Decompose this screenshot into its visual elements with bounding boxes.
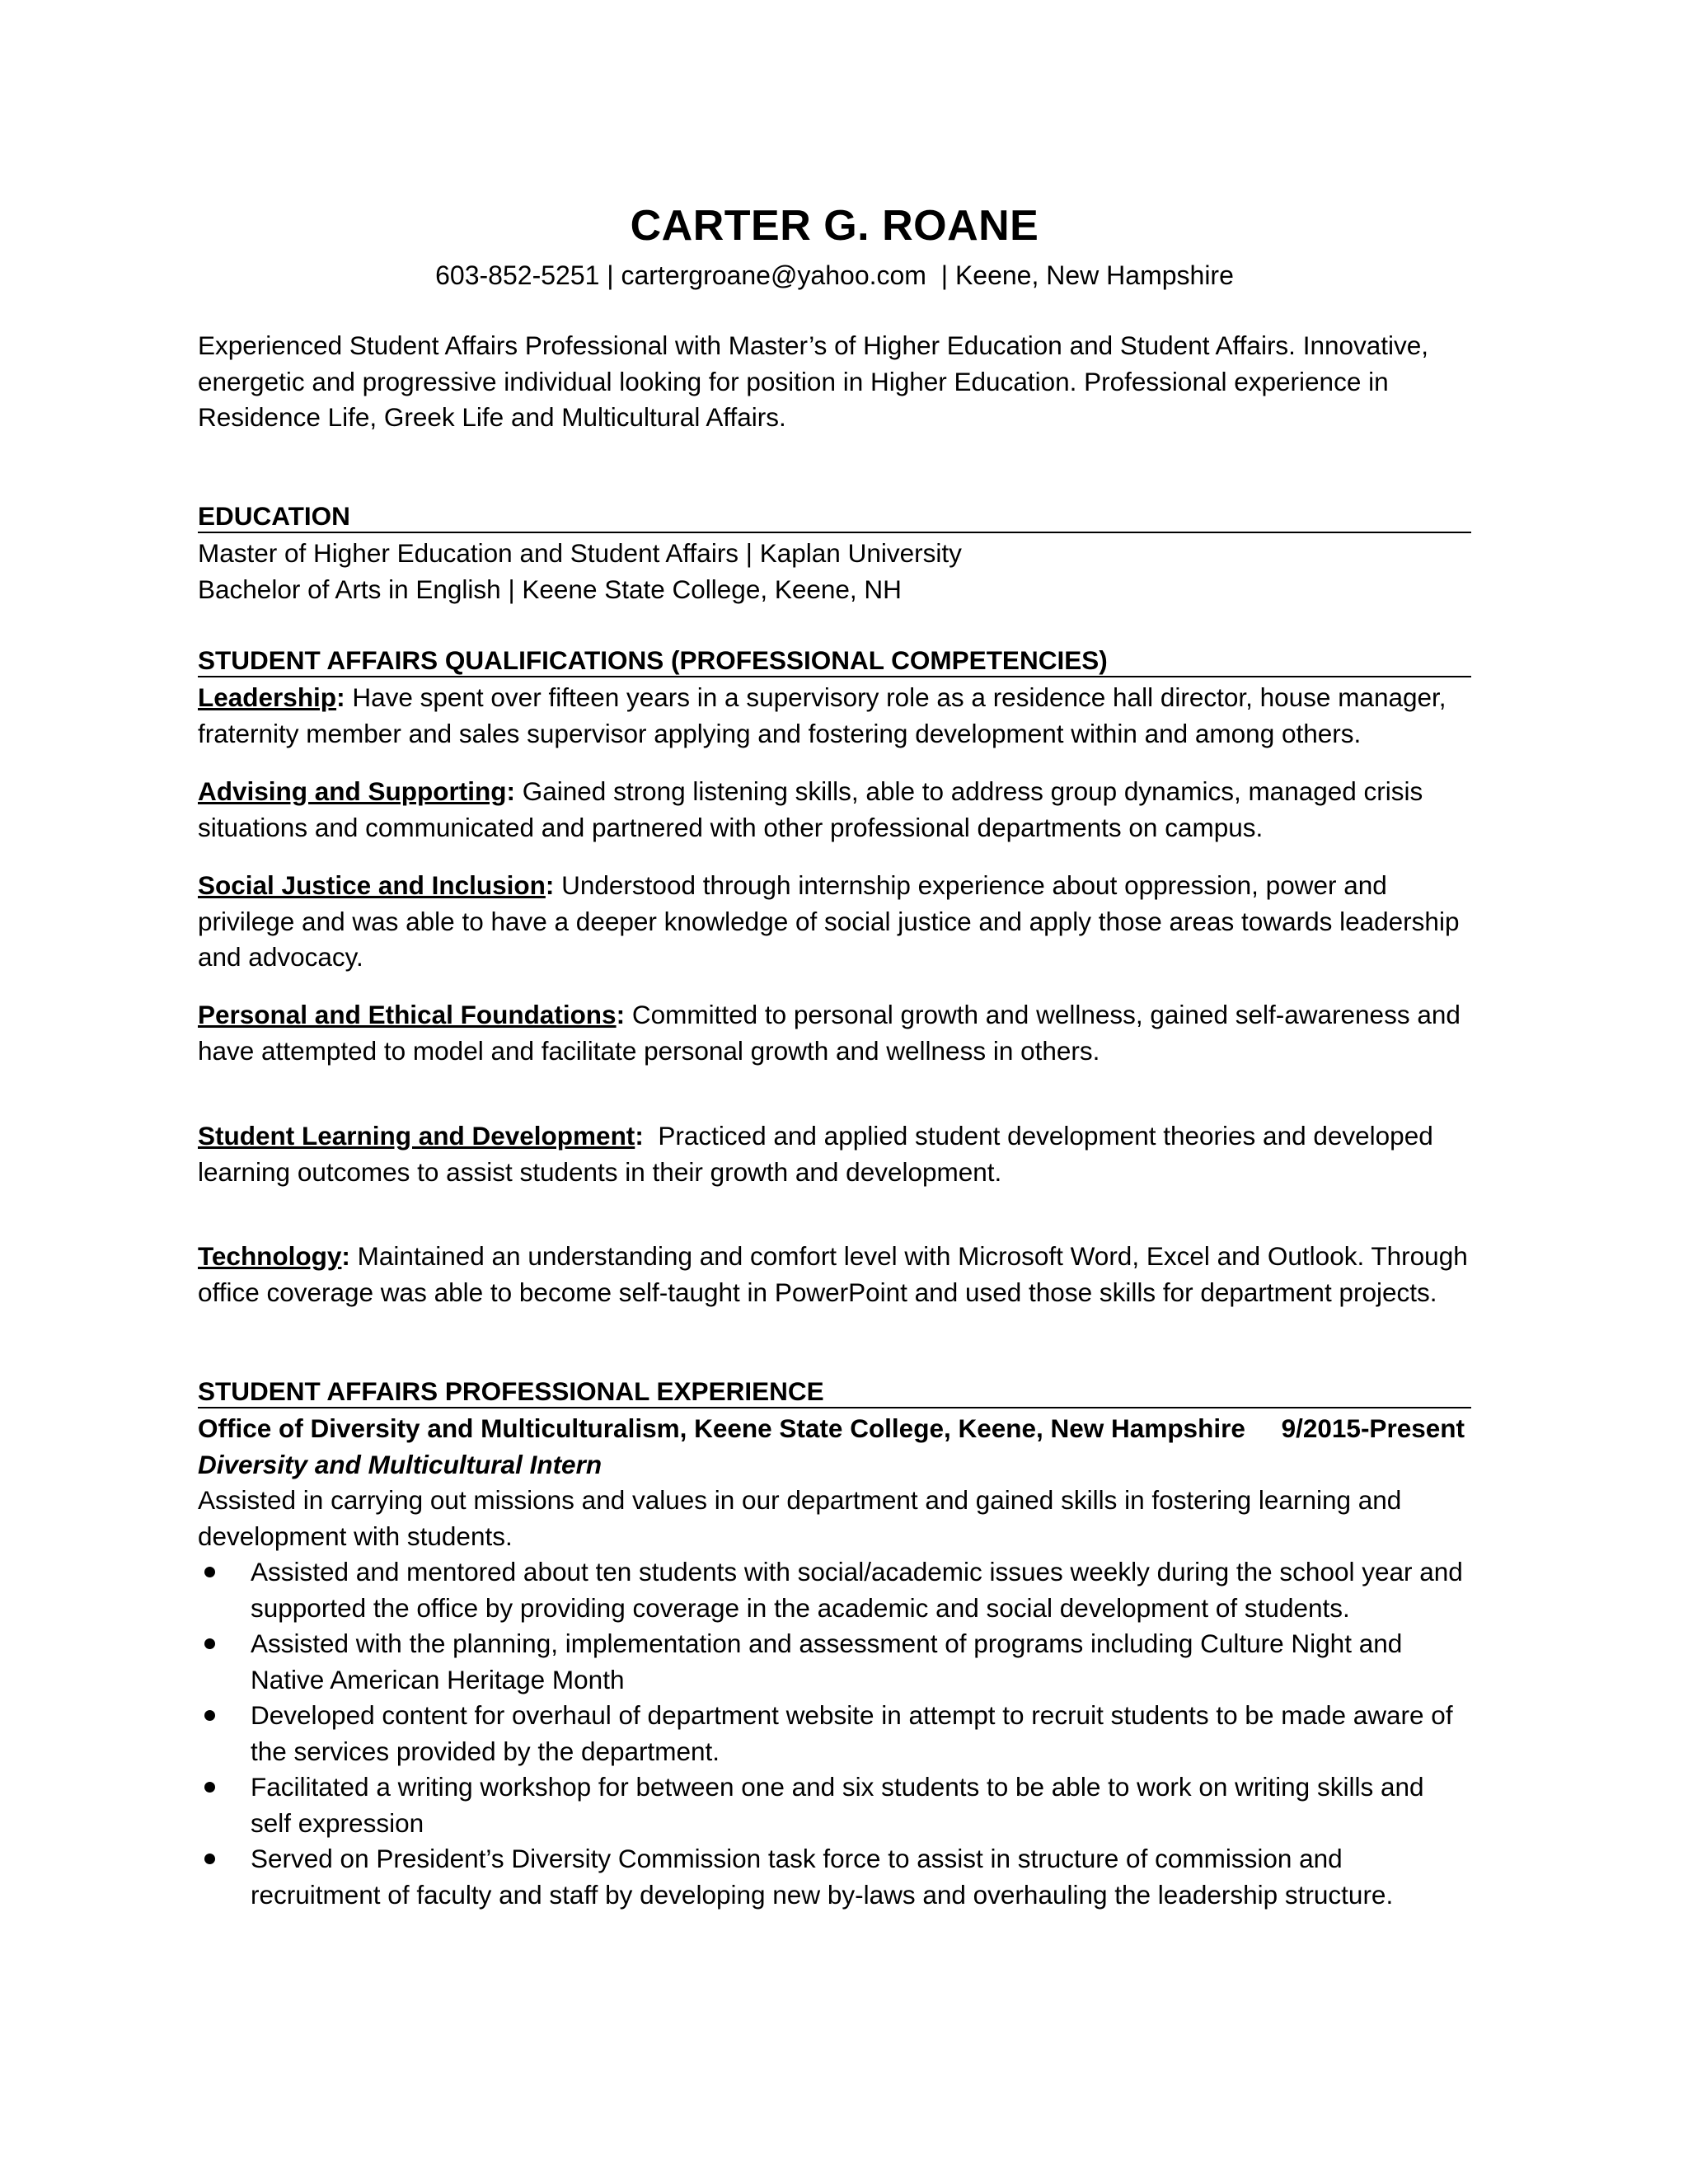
job-header-row — [198, 1411, 1465, 1447]
resume-page — [198, 0, 1471, 2184]
job-bullet: Assisted with the planning, implementation and assessment of programs including Culture Night and Native American Heritage Month — [198, 1626, 1471, 1698]
bullet-icon — [204, 1567, 215, 1577]
qualification-title: Leadership — [198, 682, 337, 712]
qualifications-heading — [198, 643, 1471, 677]
job-bullet: Served on President’s Diversity Commission task force to assist in structure of commission and recruitment of faculty and staff by developing new by-laws and overhauling the leadership structure. — [198, 1841, 1471, 1913]
candidate-name: CARTER G. ROANE — [630, 202, 1039, 250]
qualification-text: Have spent over fifteen years in a supervisory role as a residence hall director, house manager, fraternity member and sales supervisor applying and fostering development within and among others. — [198, 682, 1447, 748]
qualification-student-learning: Student Learning and Development: Practiced and applied student development theories and developed learning outcomes to assist students in their growth and development. — [198, 1121, 1441, 1187]
job-bullet: Developed content for overhaul of department website in attempt to recruit students to be made aware of the services provided by the department. — [198, 1698, 1471, 1769]
qualification-text: Understood through internship experience about oppression, power and privilege and was able to have a deeper knowledge of social justice and apply those areas towards leadership and advocacy. — [198, 870, 1460, 972]
summary-paragraph: Experienced Student Affairs Professional with Master’s of Higher Education and Student Affairs. Innovative, energetic and progressive individual looking for position in Higher Education. Professional experience in Residence Life, Greek Life and Multicultural Affairs. — [198, 330, 1429, 432]
education-item: Bachelor of Arts in English | Keene State College, Keene, NH — [198, 574, 902, 604]
job-organization: Office of Diversity and Multiculturalism, Keene State College, Keene, New Hampshire — [198, 1413, 1245, 1443]
qualification-text: Gained strong listening skills, able to address group dynamics, managed crisis situations and communicated and partnered with other professional departments on campus. — [198, 776, 1423, 842]
bullet-icon — [204, 1782, 215, 1793]
qualification-text: Maintained an understanding and comfort level with Microsoft Word, Excel and Outlook. Through office coverage was able to become self-taught in PowerPoint and used those skills for department projects. — [198, 1241, 1468, 1307]
education-heading-text: EDUCATION — [198, 501, 350, 531]
education-list — [198, 536, 1471, 607]
job-entry — [198, 1411, 1471, 1554]
qualification-text: Committed to personal growth and wellness, gained self-awareness and have attempted to model and facilitate personal growth and wellness in others. — [198, 1000, 1461, 1066]
qualification-text: Practiced and applied student development theories and developed learning outcomes to assist students in their growth and development. — [198, 1121, 1441, 1187]
qualifications-heading-text: STUDENT AFFAIRS QUALIFICATIONS (PROFESSIONAL COMPETENCIES) — [198, 645, 1108, 675]
qualification-technology: Technology: Maintained an understanding and comfort level with Microsoft Word, Excel and Outlook. Through office coverage was able to become self-taught in PowerPoint and used those skills for department projects. — [198, 1241, 1468, 1307]
qualification-advising: Advising and Supporting: Gained strong listening skills, able to address group dynamics, managed crisis situations and communicated and partnered with other professional departments on campus. — [198, 776, 1423, 842]
job-role: Diversity and Multicultural Intern — [198, 1449, 603, 1479]
education-item: Master of Higher Education and Student Affairs | Kaplan University — [198, 538, 962, 568]
contact-line: 603-852-5251 | cartergroane@yahoo.com | Keene, New Hampshire — [435, 260, 1234, 290]
bullet-icon — [204, 1854, 215, 1864]
bullet-icon — [204, 1638, 215, 1649]
qualification-title: Personal and Ethical Foundations — [198, 1000, 617, 1029]
experience-heading — [198, 1374, 1471, 1408]
job-bullet: Assisted and mentored about ten students with social/academic issues weekly during the school year and supported the office by providing coverage in the academic and social development of students. — [198, 1554, 1471, 1626]
qualification-title: Advising and Supporting — [198, 776, 507, 806]
job-bullet: Facilitated a writing workshop for between one and six students to be able to work on writing skills and self expression — [198, 1769, 1471, 1841]
education-heading — [198, 499, 1471, 533]
qualification-title: Technology — [198, 1241, 342, 1271]
qualification-social-justice: Social Justice and Inclusion: Understood through internship experience about oppression, power and privilege and was able to have a deeper knowledge of social justice and apply those areas towards leadership and advocacy. — [198, 870, 1460, 972]
job-description: Assisted in carrying out missions and values in our department and gained skills in fostering learning and development with students. — [198, 1485, 1402, 1551]
qualification-title: Social Justice and Inclusion — [198, 870, 546, 900]
experience-heading-text: STUDENT AFFAIRS PROFESSIONAL EXPERIENCE — [198, 1376, 824, 1406]
job-bullet-list — [198, 1554, 1471, 1913]
bullet-icon — [204, 1710, 215, 1721]
qualification-title: Student Learning and Development — [198, 1121, 635, 1151]
qualification-personal-ethical: Personal and Ethical Foundations: Committed to personal growth and wellness, gained self-awareness and have attempted to model and facilitate personal growth and wellness in others. — [198, 1000, 1461, 1066]
qualification-leadership: Leadership: Have spent over fifteen years in a supervisory role as a residence hall director, house manager, fraternity member and sales supervisor applying and fostering development within and among others. — [198, 682, 1447, 748]
job-dates: 9/2015-Present — [1281, 1413, 1465, 1443]
